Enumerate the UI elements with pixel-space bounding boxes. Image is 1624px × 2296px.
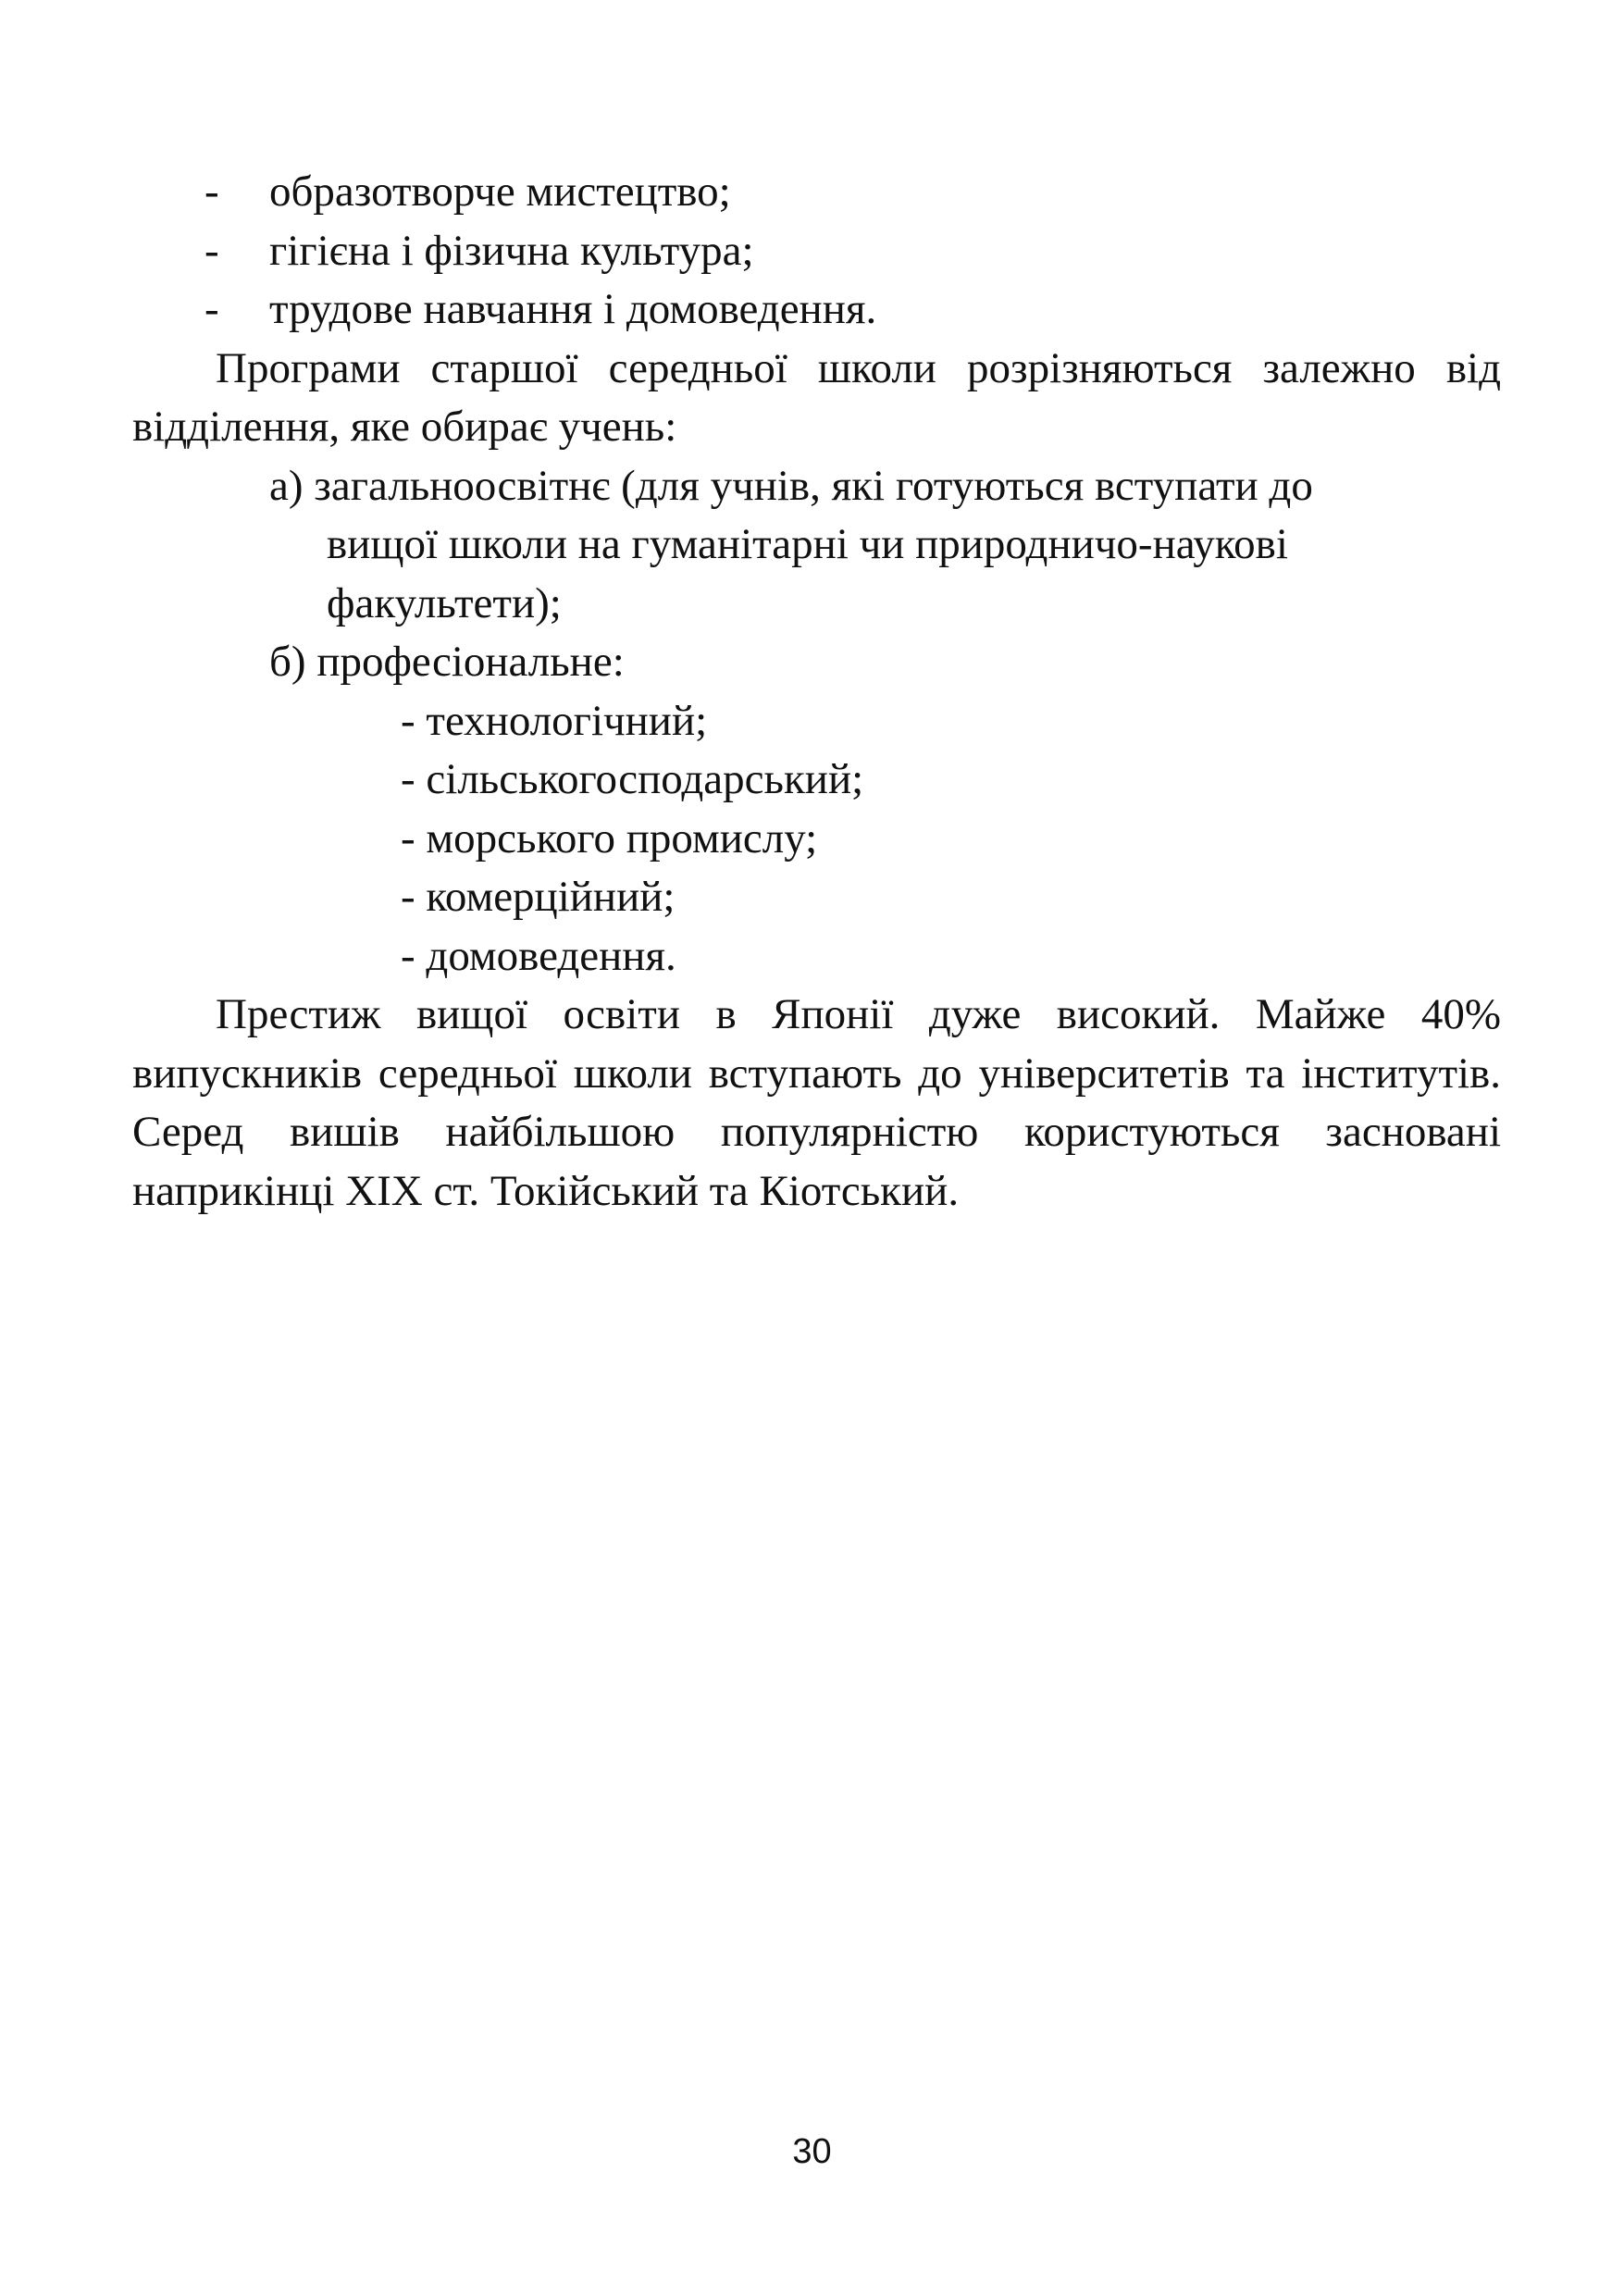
option-b-item: - технологічний;: [401, 696, 708, 745]
list-dash: -: [205, 168, 219, 216]
option-a-line-3: факультети);: [327, 578, 562, 627]
paragraph-programs: Програми старшої середньої школи розрізняються залежно від відділення, яке обирає учень:: [132, 343, 1501, 451]
option-b-item: - морського промислу;: [401, 813, 818, 863]
list-dash: -: [205, 226, 219, 275]
page-number: 30: [792, 2132, 832, 2171]
option-a-line-1: а) загальноосвітнє (для учнів, які готуються вступати до: [269, 461, 1313, 510]
list-item: [132, 163, 1501, 222]
list-item-text: трудове навчання і домоведення.: [269, 285, 877, 333]
list-item: [132, 222, 1501, 281]
option-a-line-2: вищої школи на гуманітарні чи природничо-наукові: [327, 520, 1288, 568]
list-dash: -: [205, 285, 219, 333]
page-body: [132, 163, 1501, 1221]
option-b-item: - домоведення.: [401, 931, 676, 980]
option-b-item: - комерційний;: [401, 873, 676, 921]
list-item-text: гігієна і фізична культура;: [269, 226, 754, 275]
option-a: [132, 457, 1501, 634]
list-item: [132, 280, 1501, 340]
option-b-label: б) професіональне:: [269, 638, 625, 686]
option-b-item: - сільськогосподарський;: [401, 755, 864, 803]
list-item-text: образотворче мистецтво;: [269, 168, 731, 216]
paragraph-prestige: Престиж вищої освіти в Японії дуже високий. Майже 40% випускників середньої школи вступають до університетів та інститутів. Серед вишів найбільшою популярністю користуються засновані наприкінці XIX ст. Токійський та Кіотський.: [132, 990, 1501, 1215]
